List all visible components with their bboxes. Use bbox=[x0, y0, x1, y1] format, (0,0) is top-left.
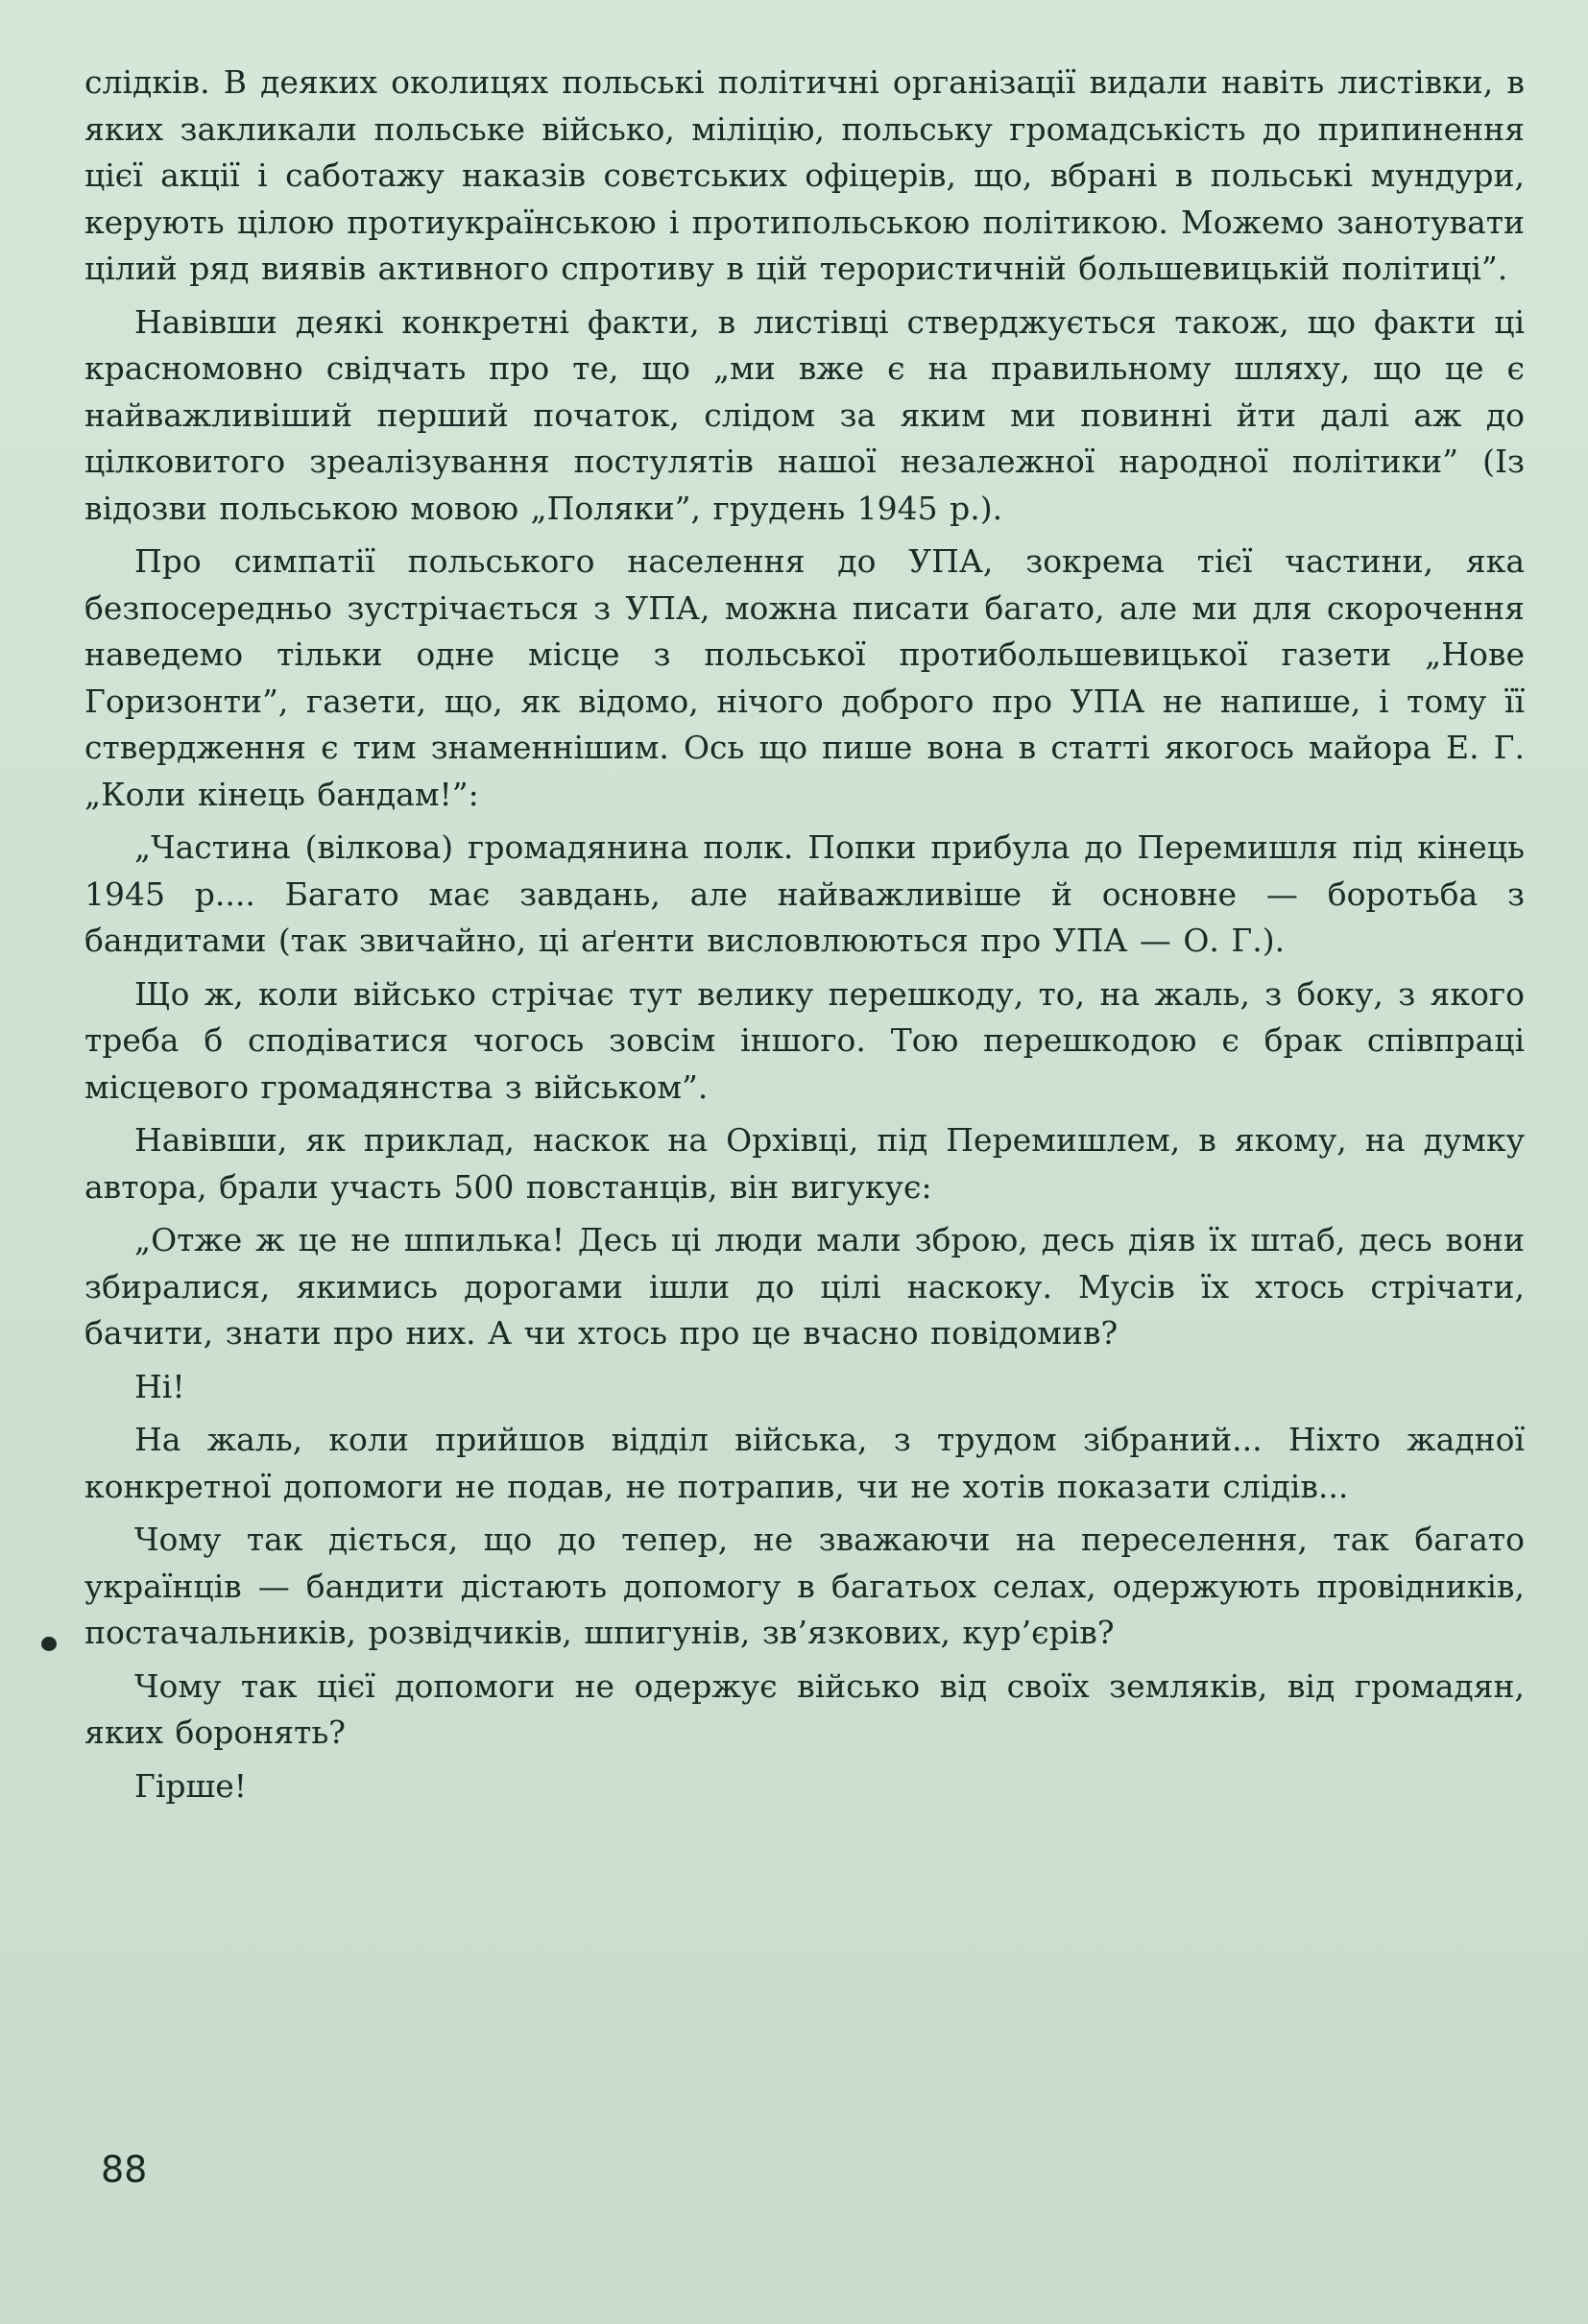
quote-paragraph-unfortunately: На жаль, коли прийшов відділ війська, з трудом зібраний... Ніхто жадної конкретної допомоги не подав, не потрапив, чи не хотів показати слідів... bbox=[84, 1421, 1525, 1505]
paragraph-raid-example: Навівши, як приклад, наскок на Орхівці, під Перемишлем, в якому, на думку автора, брали участь 500 повстанців, він вигукує: bbox=[84, 1121, 1525, 1206]
quote-paragraph-worse: Гірше! bbox=[134, 1766, 247, 1805]
page-body bbox=[84, 60, 1525, 1809]
quote-paragraph-no: Ні! bbox=[134, 1367, 185, 1405]
quote-paragraph-why-not: Чому так цієї допомоги не одержує військо від своїх земляків, від громадян, яких боронять? bbox=[84, 1666, 1525, 1751]
page-number: 88 bbox=[101, 2148, 148, 2191]
quote-paragraph-obstacle: Що ж, коли військо стрічає тут велику перешкоду, то, на жаль, з боку, з якого треба б сподіватися чогось зовсім іншого. Тою перешкодою є брак співпраці місцевого громадянства з військом”. bbox=[84, 974, 1525, 1106]
paragraph-leaflet: Навівши деякі конкретні факти, в листівці стверджується також, що факти ці красномовно свідчать про те, що „ми вже є на правильному шляху, що це є найважливіший перший початок, слідом за яким ми повинні йти далі аж до цілковитого зреалізування постулятів нашої незалежної народної політики” (Із відозви польською мовою „Поляки”, грудень 1945 р.). bbox=[84, 302, 1525, 527]
quote-paragraph-weapons: „Отже ж це не шпилька! Десь ці люди мали зброю, десь діяв їх штаб, десь вони збиралися, якимись дорогами ішли до цілі наскоку. Мусів їх хтось стрічати, бачити, знати про них. А чи хтось про це вчасно повідомив? bbox=[84, 1221, 1525, 1352]
quote-paragraph-why-help: Чому так діється, що до тепер, не зважаючи на переселення, так багато українців — бандити дістають допомогу в багатьох селах, одержують провідників, постачальників, розвідчиків, шпигунів, зв’язкових, кур’єрів? bbox=[84, 1521, 1525, 1651]
quote-paragraph-unit: „Частина (вілкова) громадянина полк. Попки прибула до Перемишля під кінець 1945 р.... Багато має завдань, але найважливіше й основне — боротьба з бандитами (так звичайно, ці аґенти висловлюються про УПА — О. Г.). bbox=[84, 828, 1525, 959]
ink-speck bbox=[41, 1637, 57, 1651]
paragraph-sympathies: Про симпатії польського населення до УПА, зокрема тієї частини, яка безпосередньо зустрічається з УПА, можна писати багато, але ми для скорочення наведемо тільки одне місце з польської протибольшевицької газети „Нове Горизонти”, газети, що, як відомо, нічого доброго про УПА не напише, і тому її ствердження є тим знаменнішим. Ось що пише вона в статті якогось майора Е. Г. „Коли кінець бандам!”: bbox=[84, 542, 1525, 813]
paragraph-continued: слідків. В деяких околицях польські політичні організації видали навіть листівки, в яких закликали польське військо, міліцію, польську громадськість до припинення цієї акції і саботажу наказів совєтських офіцерів, що, вбрані в польські мундури, керують цілою протиукраїнською і протипольською політикою. Можемо занотувати цілий ряд виявів активного спротиву в цій терористичній большевицькій політиці”. bbox=[84, 63, 1525, 287]
